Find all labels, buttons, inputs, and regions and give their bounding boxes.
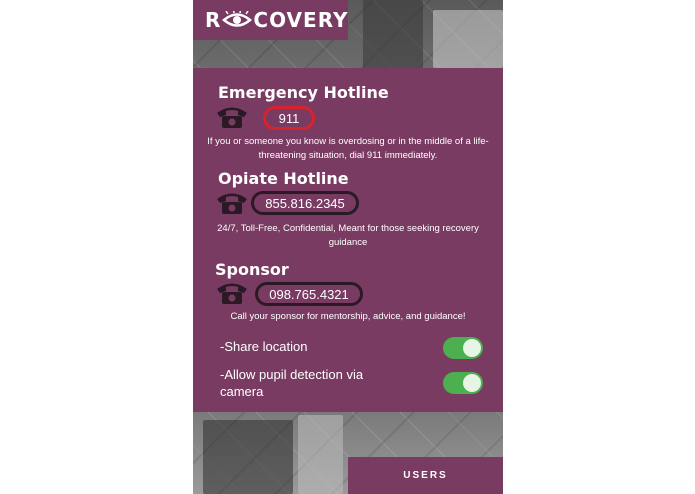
sponsor-description: Call your sponsor for mentorship, advice, and guidance! — [230, 311, 466, 322]
telephone-icon[interactable] — [215, 105, 249, 129]
app-screen — [193, 0, 503, 494]
pupil-detection-toggle[interactable] — [443, 372, 483, 394]
background-photo-shape — [203, 420, 293, 494]
eye-icon — [222, 11, 252, 29]
background-photo-shape — [433, 10, 503, 68]
opiate-hotline-title: Opiate Hotline — [218, 169, 349, 188]
pupil-detection-label: -Allow pupil detection via camera — [220, 367, 364, 399]
share-location-label: -Share location — [220, 339, 308, 354]
emergency-hotline-title: Emergency Hotline — [218, 83, 389, 102]
sponsor-call-button[interactable]: 098.765.4321 — [255, 282, 363, 306]
opiate-call-button[interactable]: 855.816.2345 — [251, 191, 359, 215]
background-photo-shape — [363, 0, 423, 70]
users-button[interactable]: USERS — [348, 457, 503, 494]
logo-wordmark: COVERY — [253, 8, 349, 32]
app-logo — [193, 0, 348, 40]
background-photo-shape — [298, 415, 343, 494]
hotline-panel — [193, 68, 503, 412]
logo-letter: R — [205, 8, 222, 32]
sponsor-title: Sponsor — [215, 260, 289, 279]
toggle-knob — [463, 339, 481, 357]
emergency-call-button[interactable]: 911 — [263, 106, 315, 130]
share-location-toggle[interactable] — [443, 337, 483, 359]
telephone-icon[interactable] — [215, 191, 249, 215]
opiate-description: 24/7, Toll-Free, Confidential, Meant for those seeking recovery guidance — [217, 223, 479, 248]
emergency-description: If you or someone you know is overdosing or in the middle of a life-threatening situation, dial 911 immediately. — [207, 136, 489, 161]
telephone-icon[interactable] — [215, 281, 249, 305]
toggle-knob — [463, 374, 481, 392]
